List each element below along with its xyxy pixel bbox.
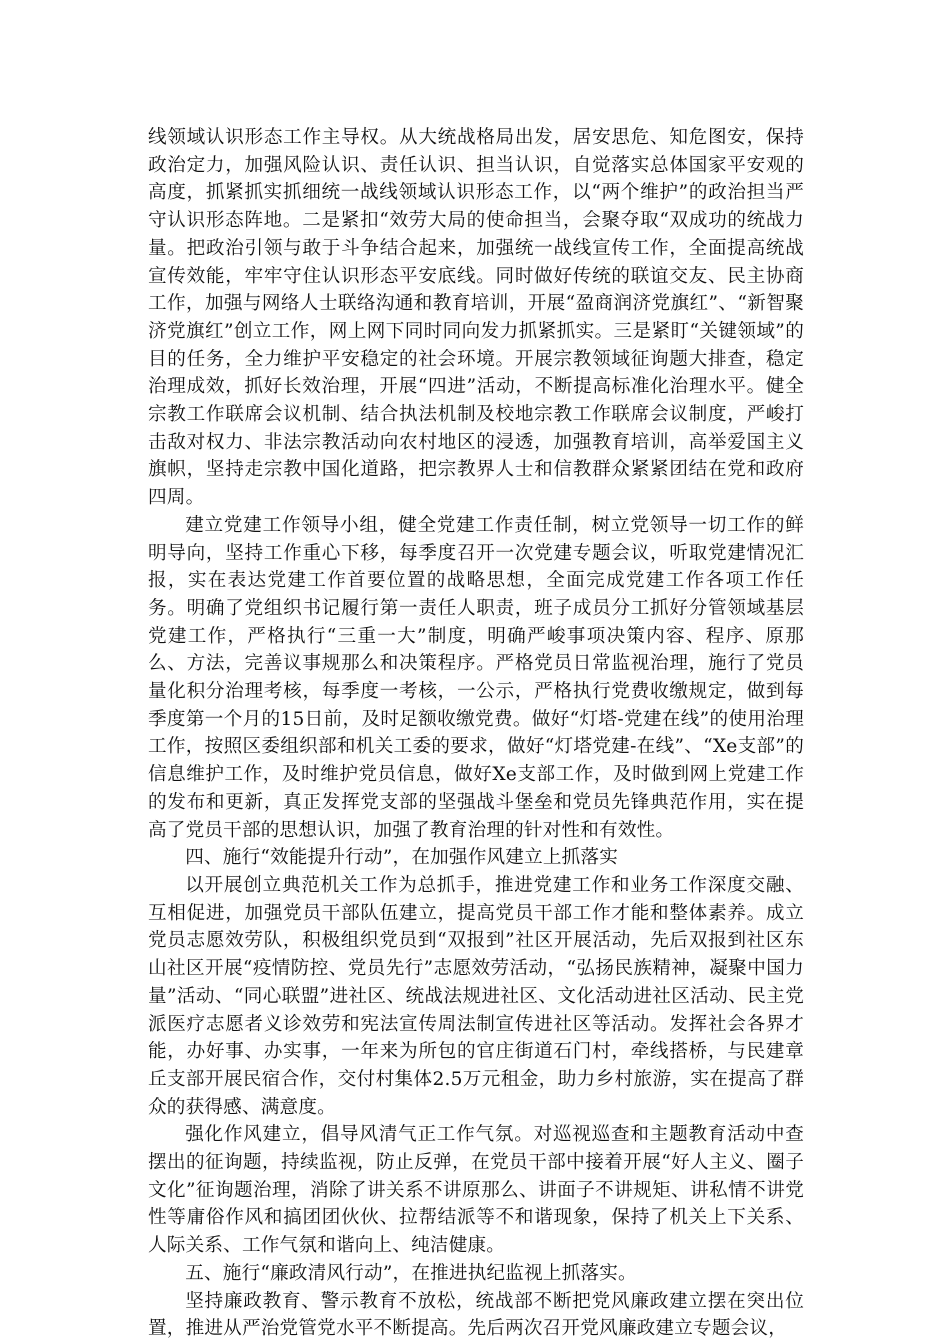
- paragraph-7: 坚持廉政教育、警示教育不放松，统战部不断把党风廉政建立摆在突出位置，推进从严治党管党水平不断提高。先后两次召开党风廉政建立专题会议，: [148, 1290, 804, 1340]
- section-heading-4: 四、施行“效能提升行动”，在加强作风建立上抓落实: [185, 847, 619, 869]
- section-heading-5: 五、施行“廉政清风行动”，在推进执纪监视上抓落实。: [185, 1262, 637, 1284]
- document-body: [148, 124, 804, 1343]
- paragraph-4: 以开展创立典范机关工作为总抓手，推进党建工作和业务工作深度交融、互相促进，加强党员干部队伍建立，提高党员干部工作才能和整体素养。成立党员志愿效劳队，积极组织党员到“双报到”社区开展活动，先后双报到社区东山社区开展“疫情防控、党员先行”志愿效劳活动，“弘扬民族精神，凝聚中国力量”活动、“同心联盟”进社区、统战法规进社区、文化活动进社区活动、民主党派医疗志愿者义诊效劳和宪法宣传周法制宣传进社区等活动。发挥社会各界才能，办好事、办实事，一年来为所包的官庄街道石门村，牵线搭桥，与民建章丘支部开展民宿合作，交付村集体2.5万元租金，助力乡村旅游，实在提高了群众的获得感、满意度。: [148, 874, 804, 1118]
- paragraph-1: 线领域认识形态工作主导权。从大统战格局出发，居安思危、知危图安，保持政治定力，加强风险认识、责任认识、担当认识，自觉落实总体国家平安观的高度，抓紧抓实抓细统一战线领域认识形态工作，以“两个维护”的政治担当严守认识形态阵地。二是紧扣“效劳大局的使命担当，会聚夺取“双成功的统战力量。把政治引领与敢于斗争结合起来，加强统一战线宣传工作，全面提高统战宣传效能，牢牢守住认识形态平安底线。同时做好传统的联谊交友、民主协商工作，加强与网络人士联络沟通和教育培训，开展“盈商润济党旗红”、“新智聚济党旗红”创立工作，网上网下同时同向发力抓紧抓实。三是紧盯“关键领域”的目的任务，全力维护平安稳定的社会环境。开展宗教领域征询题大排查，稳定治理成效，抓好长效治理，开展“四进”活动，不断提高标准化治理水平。健全宗教工作联席会议机制、结合执法机制及校地宗教工作联席会议制度，严峻打击敌对权力、非法宗教活动向农村地区的浸透，加强教育培训，高举爱国主义旗帜，坚持走宗教中国化道路，把宗教界人士和信教群众紧紧团结在党和政府四周。: [148, 127, 804, 509]
- paragraph-2: 建立党建工作领导小组，健全党建工作责任制，树立党领导一切工作的鲜明导向，坚持工作重心下移，每季度召开一次党建专题会议，听取党建情况汇报，实在表达党建工作首要位置的战略思想，全面完成党建工作各项工作任务。明确了党组织书记履行第一责任人职责，班子成员分工抓好分管领域基层党建工作，严格执行“三重一大”制度，明确严峻事项决策内容、程序、原那么、方法，完善议事规那么和决策程序。严格党员日常监视治理，施行了党员量化积分治理考核，每季度一考核，一公示，严格执行党费收缴规定，做到每季度第一个月的15日前，及时足额收缴党费。做好“灯塔-党建在线”的使用治理工作，按照区委组织部和机关工委的要求，做好“灯塔党建-在线”、“Xe支部”的信息维护工作，及时维护党员信息，做好Xe支部工作，及时做到网上党建工作的发布和更新，真正发挥党支部的坚强战斗堡垒和党员先锋典范作用，实在提高了党员干部的思想认识，加强了教育治理的针对性和有效性。: [148, 514, 804, 841]
- paragraph-5: 强化作风建立，倡导风清气正工作气氛。对巡视巡查和主题教育活动中查摆出的征询题，持续监视，防止反弹，在党员干部中接着开展“好人主义、圈子文化”征询题治理，消除了讲关系不讲原那么、讲面子不讲规矩、讲私情不讲党性等庸俗作风和搞团团伙伙、拉帮结派等不和谐现象，保持了机关上下关系、人际关系、工作气氛和谐向上、纯洁健康。: [148, 1124, 804, 1257]
